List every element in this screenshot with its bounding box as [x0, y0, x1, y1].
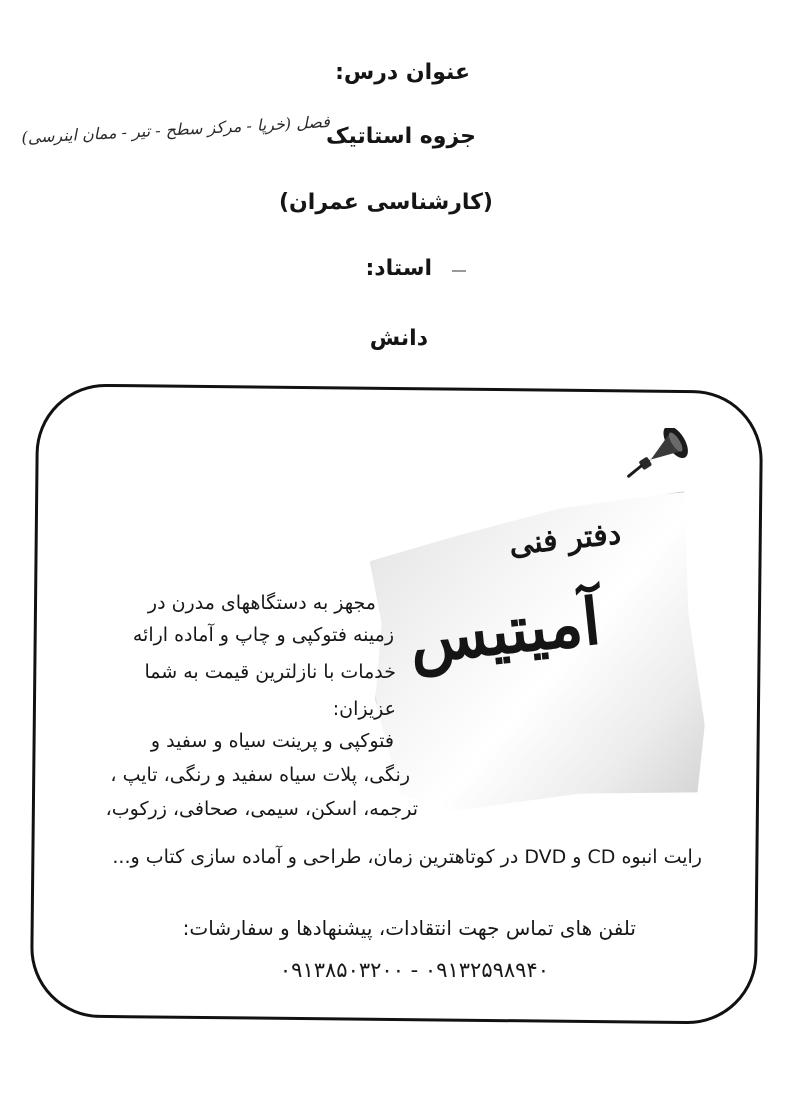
subject-program-note: (کارشناسی عمران)	[278, 190, 493, 215]
course-title-label: عنوان درس:	[335, 60, 470, 85]
ad-line-1: مجهز به دستگاههای مدرن در	[147, 592, 376, 614]
ad-line-3: خدمات با نازلترین قیمت به شما	[144, 661, 396, 683]
ad-line-5: فتوکپی و پرینت سیاه و سفید و	[150, 730, 394, 752]
subject-title: جزوه استاتیک	[325, 124, 476, 149]
phone-numbers: ۰۹۱۳۲۵۹۸۹۴۰ - ۰۹۱۳۸۵۰۳۲۰۰	[279, 958, 549, 982]
instructor-name: دانش	[369, 326, 428, 351]
scan-mark	[452, 270, 466, 272]
push-pin-icon	[626, 428, 708, 500]
note-title-line2: آمیتیس	[406, 584, 605, 679]
ad-line-4: عزیزان:	[332, 698, 396, 720]
note-title-line1: دفتر فنی	[507, 516, 623, 563]
contact-label: تلفن های تماس جهت انتقادات، پیشنهادها و سفارشات:	[182, 916, 636, 940]
handwritten-chapters-note: فصل (خرپا - مرکز سطح - تیر - ممان اینرسی)	[21, 112, 331, 148]
ad-line-7: ترجمه، اسکن، سیمی، صحافی، زرکوب،	[105, 798, 418, 820]
ad-line-8: رایت انبوه CD و DVD در کوتاهترین زمان، طراحی و آماده سازی کتاب و...	[112, 846, 702, 868]
instructor-label: استاد:	[365, 256, 432, 281]
ad-line-6: رنگی، پلات سیاه سفید و رنگی، تایپ ،	[110, 764, 410, 786]
ad-line-2: زمینه فتوکپی و چاپ و آماده ارائه	[132, 624, 394, 646]
